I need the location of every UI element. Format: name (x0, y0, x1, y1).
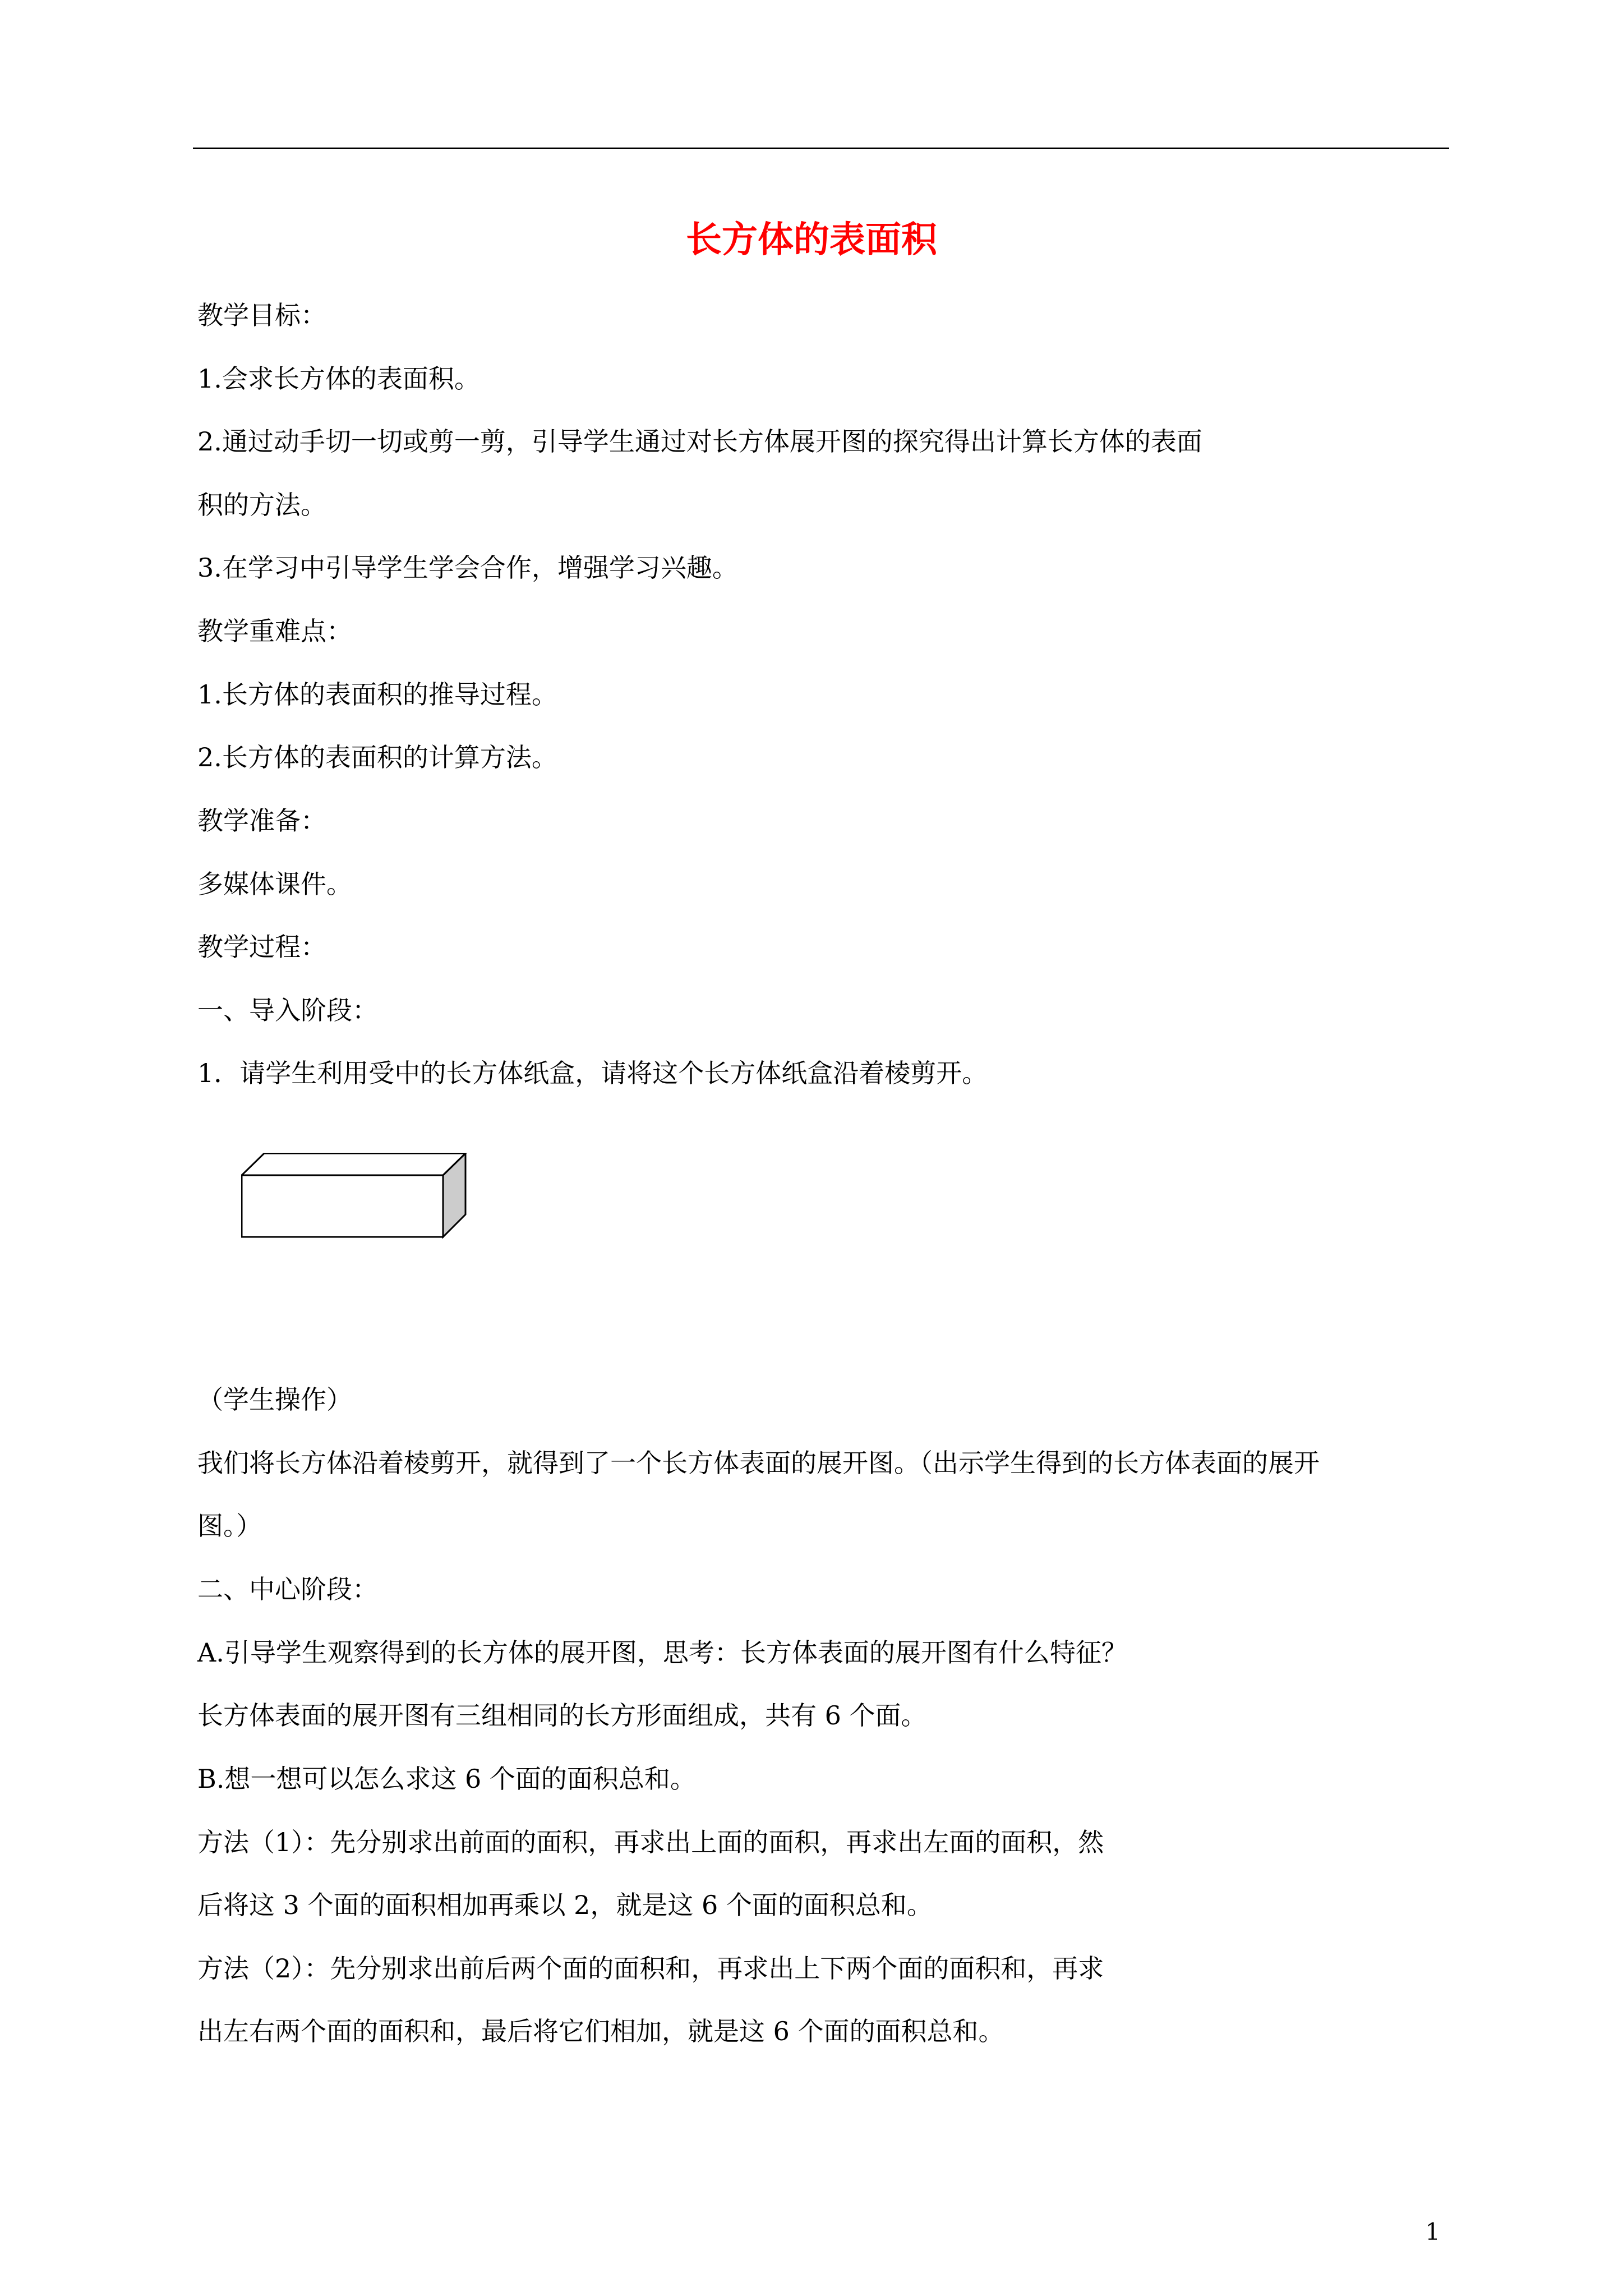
text-line: A.引导学生观察得到的长方体的展开图，思考：长方体表面的展开图有什么特征？ (197, 1637, 1127, 1668)
text-line: 1.会求长方体的表面积。 (197, 364, 480, 394)
cuboid-figure (241, 1153, 471, 1243)
cuboid-front-face (242, 1175, 443, 1237)
text-line: 图。） (197, 1511, 262, 1541)
text-line: 3.在学习中引导学生学会合作，增强学习兴趣。 (197, 553, 738, 583)
text-line: 一、导入阶段： (197, 995, 378, 1025)
text-line: 积的方法。 (197, 490, 326, 520)
text-line: B.想一想可以怎么求这 6 个面的面积总和。 (197, 1764, 696, 1794)
text-line: 我们将长方体沿着棱剪开，就得到了一个长方体表面的展开图。（出示学生得到的长方体表面的展开 (197, 1448, 1320, 1478)
text-line: 教学过程： (197, 932, 326, 962)
cuboid-top-face (242, 1153, 465, 1175)
text-line: （学生操作） (197, 1384, 352, 1415)
page-number: 1 (1425, 2218, 1440, 2246)
header-rule (193, 148, 1449, 149)
text-line: 教学准备： (197, 806, 326, 836)
text-line: 2.通过动手切一切或剪一剪，引导学生通过对长方体展开图的探究得出计算长方体的表面 (197, 426, 1202, 457)
text-line: 方法（1）：先分别求出前面的面积，再求出上面的面积，再求出左面的面积，然 (197, 1827, 1104, 1857)
text-line: 多媒体课件。 (197, 869, 352, 899)
text-line: 教学目标： (197, 300, 326, 330)
text-line: 长方体表面的展开图有三组相同的长方形面组成，共有 6 个面。 (197, 1700, 927, 1731)
text-line: 教学重难点： (197, 616, 352, 646)
document-title: 长方体的表面积 (686, 219, 937, 261)
text-line: 后将这 3 个面的面积相加再乘以 2，就是这 6 个面的面积总和。 (197, 1890, 933, 1920)
text-line: 二、中心阶段： (197, 1574, 378, 1604)
text-line: 方法（2）：先分别求出前后两个面的面积和，再求出上下两个面的面积和，再求 (197, 1953, 1104, 1984)
text-line: 2.长方体的表面积的计算方法。 (197, 742, 557, 772)
text-line: 出左右两个面的面积和，最后将它们相加，就是这 6 个面的面积总和。 (197, 2016, 1004, 2046)
text-line: 1.长方体的表面积的推导过程。 (197, 679, 557, 710)
text-line: 1．请学生利用受中的长方体纸盒，请将这个长方体纸盒沿着棱剪开。 (197, 1058, 988, 1088)
